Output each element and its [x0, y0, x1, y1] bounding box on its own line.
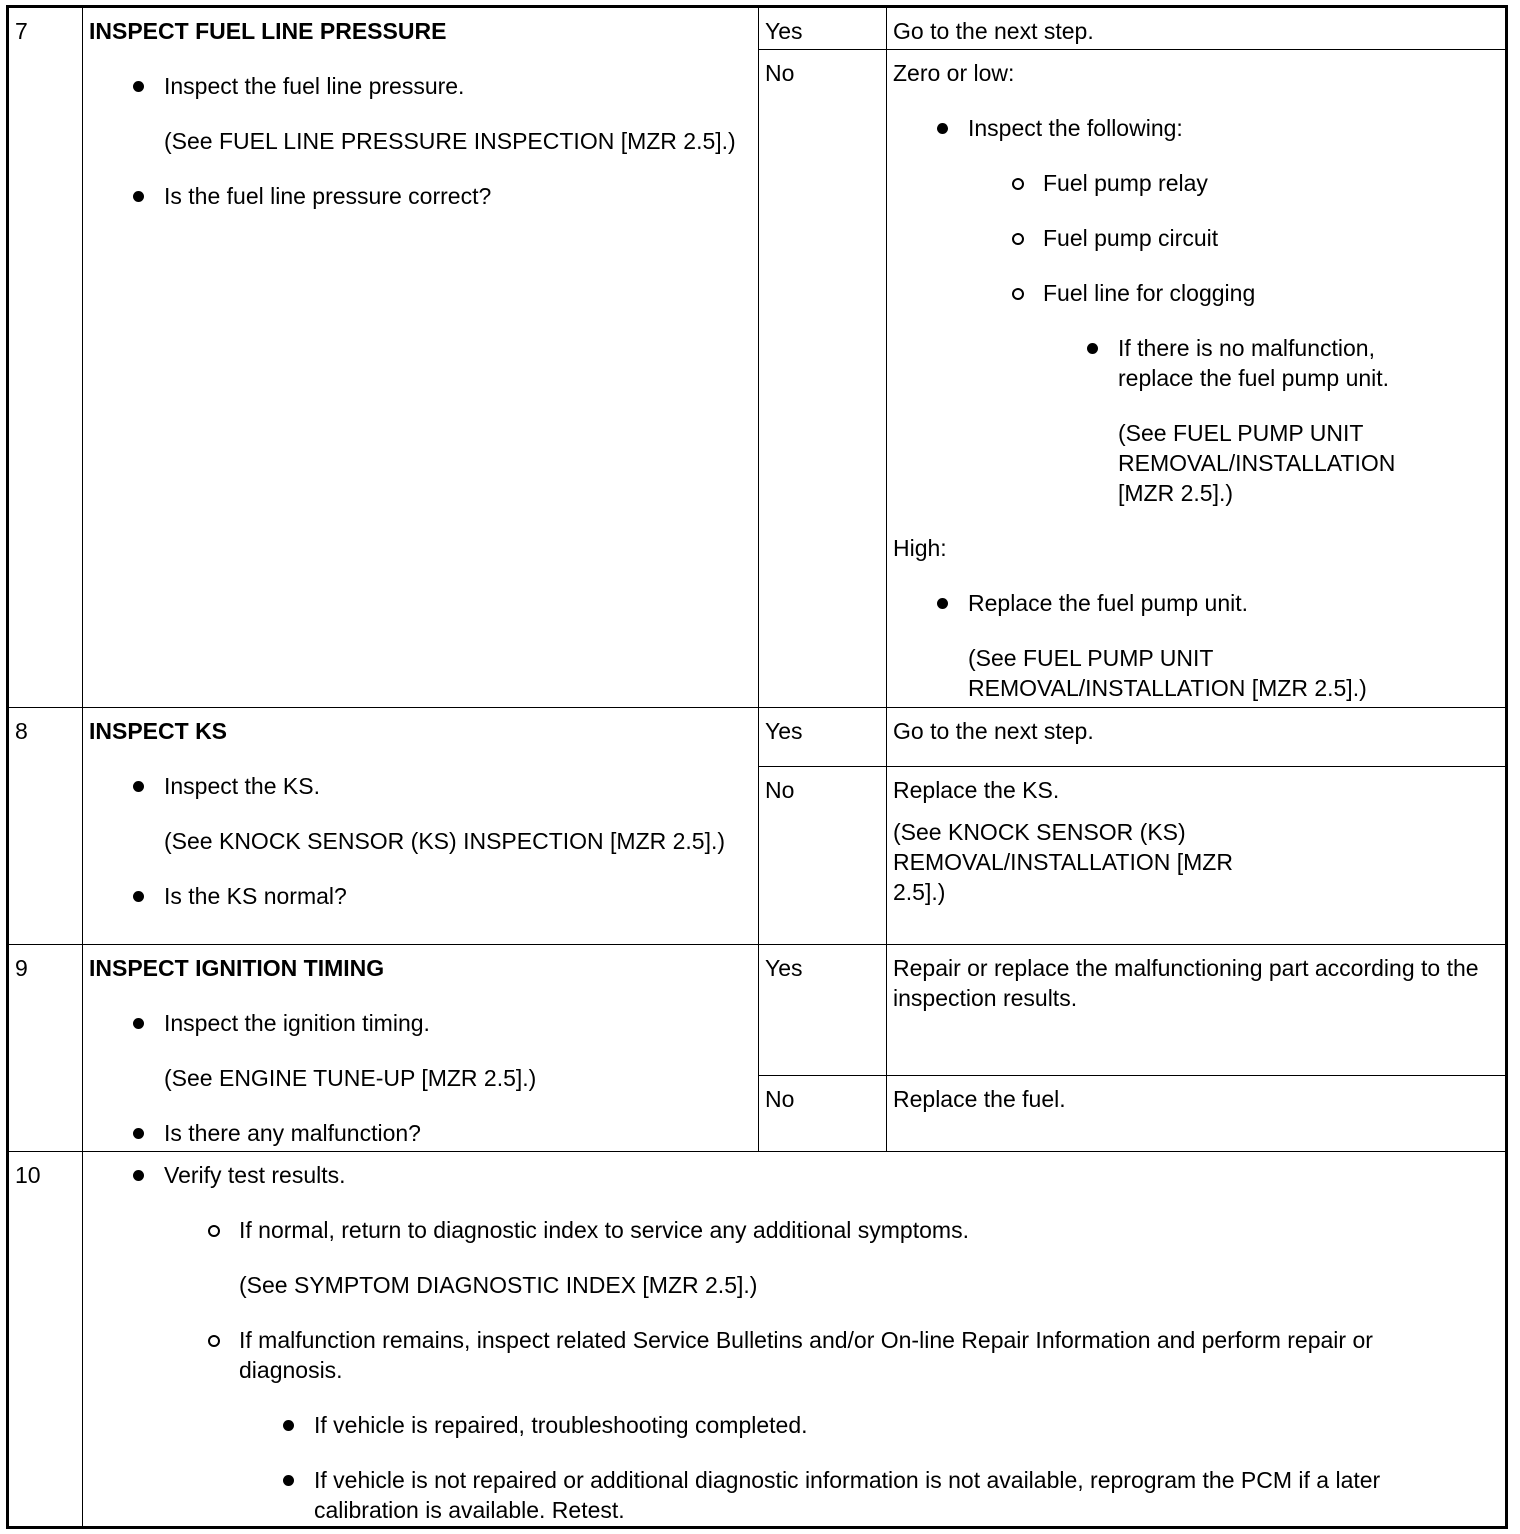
- sub-item: Fuel pump circuit: [893, 223, 1499, 253]
- yes-label: Yes: [759, 708, 887, 767]
- reference-text: (See ENGINE TUNE-UP [MZR 2.5].): [164, 1065, 537, 1091]
- bullet-item: Inspect the KS.: [89, 771, 750, 801]
- step-9-inspection: [83, 945, 759, 1152]
- step-7-inspection: [83, 7, 759, 708]
- bullet-item: Inspect the ignition timing.: [89, 1008, 750, 1038]
- no-label: No: [759, 50, 887, 708]
- yes-action: Go to the next step.: [887, 708, 1507, 767]
- yes-label: Yes: [759, 7, 887, 50]
- action-text: Replace the KS.: [893, 777, 1060, 803]
- bullet-item: Inspect the following:: [893, 113, 1499, 143]
- sub-item: If normal, return to diagnostic index to service any additional symptoms.: [89, 1215, 1497, 1245]
- bullet-item: Verify test results.: [89, 1160, 1497, 1190]
- bullet-item: If vehicle is not repaired or additional diagnostic information is not available, reprogram the PCM if a later calibration is available. Retest.: [89, 1465, 1497, 1525]
- question-item: Is there any malfunction?: [89, 1118, 750, 1148]
- step-8-yes-row: [8, 708, 1507, 767]
- bullet-item: Replace the fuel pump unit.: [893, 588, 1499, 618]
- step-title: INSPECT KS: [89, 718, 228, 744]
- reference-text: (See FUEL LINE PRESSURE INSPECTION [MZR 2.5].): [164, 128, 736, 154]
- yes-label: Yes: [759, 945, 887, 1076]
- question-item: Is the KS normal?: [89, 881, 750, 911]
- reference-text: (See SYMPTOM DIAGNOSTIC INDEX [MZR 2.5].): [239, 1272, 758, 1298]
- step-9-yes-row: [8, 945, 1507, 1076]
- yes-action: Go to the next step.: [887, 7, 1507, 50]
- question-item: Is the fuel line pressure correct?: [89, 181, 750, 211]
- step-10-verification: [83, 1152, 1507, 1528]
- condition-label: Zero or low:: [893, 60, 1015, 86]
- step-8-inspection: [83, 708, 759, 945]
- reference-text: (See FUEL PUMP UNIT REMOVAL/INSTALLATION [MZR 2.5].): [1118, 420, 1396, 506]
- step-number: 9: [8, 945, 83, 1152]
- step-number: 7: [8, 7, 83, 708]
- reference-text: (See FUEL PUMP UNIT REMOVAL/INSTALLATION [MZR 2.5].): [968, 645, 1367, 701]
- bullet-item: If vehicle is repaired, troubleshooting completed.: [89, 1410, 1497, 1440]
- step-number: 8: [8, 708, 83, 945]
- sub-item: Fuel line for clogging: [893, 278, 1499, 308]
- reference-text: (See KNOCK SENSOR (KS) REMOVAL/INSTALLATION [MZR 2.5].): [893, 819, 1233, 905]
- reference-text: (See KNOCK SENSOR (KS) INSPECTION [MZR 2.5].): [164, 828, 726, 854]
- step-title: INSPECT IGNITION TIMING: [89, 955, 385, 981]
- yes-action: Repair or replace the malfunctioning part according to the inspection results.: [887, 945, 1507, 1076]
- sub-item: Fuel pump relay: [893, 168, 1499, 198]
- step-title: INSPECT FUEL LINE PRESSURE: [89, 18, 447, 44]
- step-7-yes-row: [8, 7, 1507, 50]
- no-action: Replace the fuel.: [887, 1076, 1507, 1152]
- condition-label: High:: [893, 535, 947, 561]
- sub-item: If malfunction remains, inspect related Service Bulletins and/or On-line Repair Information and perform repair or diagnosis.: [89, 1325, 1497, 1385]
- no-action: [887, 50, 1507, 708]
- step-number: 10: [8, 1152, 83, 1528]
- bullet-item: If there is no malfunction, replace the fuel pump unit.: [893, 333, 1499, 393]
- step-10-row: [8, 1152, 1507, 1528]
- diagnostic-procedure-table: [6, 5, 1508, 1529]
- no-action: [887, 767, 1507, 945]
- bullet-item: Inspect the fuel line pressure.: [89, 71, 750, 101]
- no-label: No: [759, 767, 887, 945]
- no-label: No: [759, 1076, 887, 1152]
